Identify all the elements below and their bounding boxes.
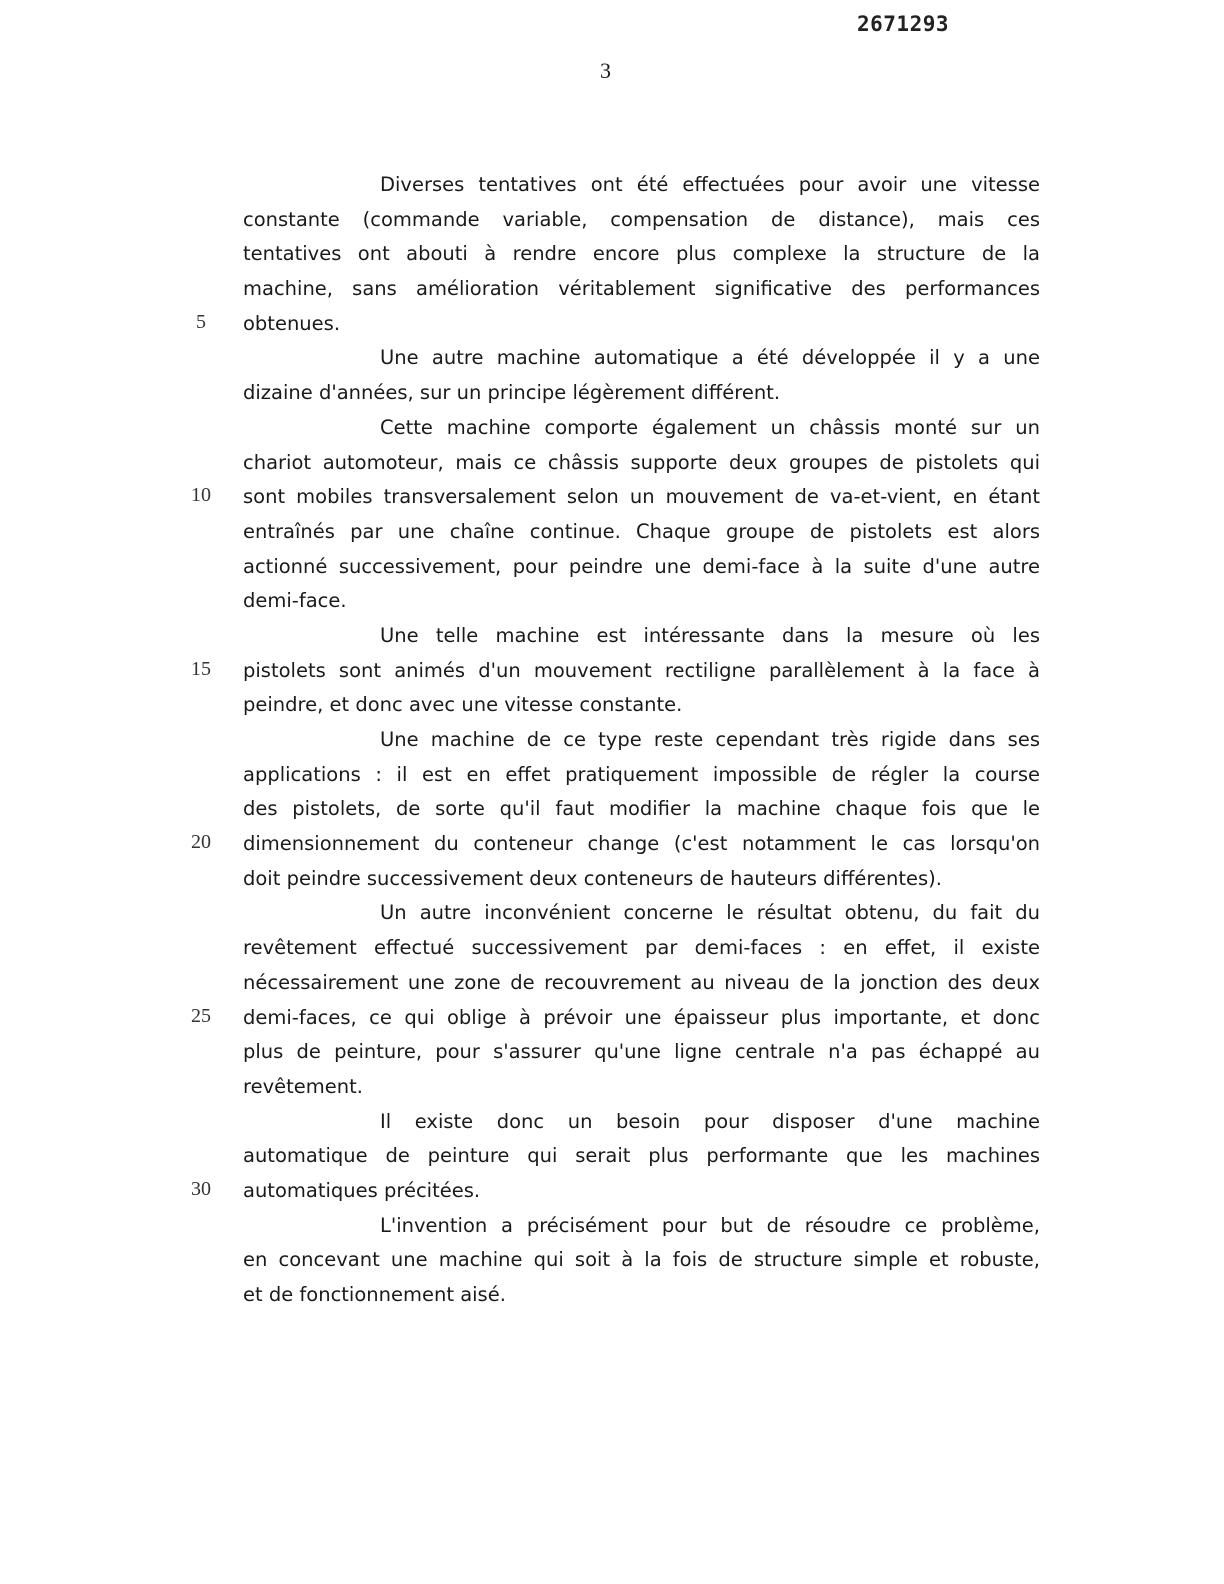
text-line-row	[0, 621, 1224, 656]
paragraph-line: Un autre inconvénient concerne le résultat obtenu, du fait du	[380, 901, 1040, 925]
line-number: 5	[196, 310, 206, 333]
paragraph-line: demi-faces, ce qui oblige à prévoir une épaisseur plus importante, et donc	[243, 1005, 1040, 1029]
text-line-row	[0, 968, 1224, 1003]
text-line-row	[0, 1107, 1224, 1142]
paragraph-line: chariot automoteur, mais ce châssis supporte deux groupes de pistolets qui	[243, 450, 1040, 474]
page-number: 3	[600, 58, 611, 83]
paragraph-line: Diverses tentatives ont été effectuées pour avoir une vitesse	[380, 173, 1040, 196]
text-line-row	[0, 898, 1224, 933]
paragraph-line: actionné successivement, pour peindre une demi-face à la suite d'une autre	[243, 554, 1040, 578]
paragraph-line: Une machine de ce type reste cependant très rigide dans ses	[380, 728, 1040, 751]
paragraph-line: pistolets sont animés d'un mouvement rectiligne parallèlement à la face à	[243, 658, 1040, 682]
text-line-row	[0, 586, 1224, 621]
paragraph-line: Cette machine comporte également un châssis monté sur un	[380, 415, 1040, 439]
text-line-row	[0, 1176, 1224, 1211]
text-line-row	[0, 1211, 1224, 1246]
document-number: 2671293	[857, 12, 950, 36]
text-line-row	[0, 760, 1224, 795]
text-line-row	[0, 205, 1224, 240]
text-line-row	[0, 933, 1224, 968]
text-line-row	[0, 829, 1224, 864]
line-number: 25	[191, 1004, 211, 1027]
paragraph-line: constante (commande variable, compensation de distance), mais ces	[243, 207, 1040, 231]
paragraph-line: Une telle machine est intéressante dans la mesure où les	[380, 623, 1040, 647]
paragraph-line: L'invention a précisément pour but de résoudre ce problème,	[380, 1213, 1040, 1237]
text-line-row	[0, 1280, 1224, 1315]
line-number: 20	[191, 831, 211, 854]
text-line-row	[0, 1072, 1224, 1107]
paragraph-line: plus de peinture, pour s'assurer qu'une ligne centrale n'a pas échappé au	[243, 1040, 1040, 1064]
text-line-row	[0, 1245, 1224, 1280]
paragraph-line: entraînés par une chaîne continue. Chaque groupe de pistolets est alors	[243, 519, 1040, 543]
text-line-row	[0, 1037, 1224, 1072]
line-number: 15	[191, 657, 211, 680]
line-number: 10	[191, 484, 211, 507]
paragraph-line: des pistolets, de sorte qu'il faut modifier la machine chaque fois que le	[243, 797, 1040, 821]
text-line-row	[0, 1141, 1224, 1176]
paragraph-line: obtenues.	[243, 311, 341, 335]
text-line-row	[0, 239, 1224, 274]
text-line-row	[0, 656, 1224, 691]
paragraph-line: Une autre machine automatique a été développée il y a une	[380, 346, 1040, 370]
text-line-row	[0, 690, 1224, 725]
document-body	[0, 170, 1224, 1315]
paragraph-line: automatiques précitées.	[243, 1178, 481, 1202]
paragraph-line: applications : il est en effet pratiquement impossible de régler la course	[243, 762, 1040, 786]
text-line-row	[0, 309, 1224, 344]
text-line-row	[0, 794, 1224, 829]
paragraph-line: revêtement effectué successivement par demi-faces : en effet, il existe	[243, 936, 1040, 960]
text-line-row	[0, 1003, 1224, 1038]
text-line-row	[0, 274, 1224, 309]
text-line-row	[0, 517, 1224, 552]
paragraph-line: doit peindre successivement deux conteneurs de hauteurs différentes).	[243, 866, 942, 890]
paragraph-line: machine, sans amélioration véritablement significative des performances	[243, 277, 1040, 301]
paragraph-line: revêtement.	[243, 1074, 363, 1098]
text-line-row	[0, 170, 1224, 205]
paragraph-line: et de fonctionnement aisé.	[243, 1283, 506, 1306]
text-line-row	[0, 343, 1224, 378]
paragraph-line: peindre, et donc avec une vitesse constante.	[243, 693, 683, 717]
text-line-row	[0, 864, 1224, 899]
paragraph-line: automatique de peinture qui serait plus performante que les machines	[243, 1144, 1040, 1168]
text-line-row	[0, 725, 1224, 760]
text-line-row	[0, 482, 1224, 517]
paragraph-line: nécessairement une zone de recouvrement au niveau de la jonction des deux	[243, 970, 1040, 994]
text-line-row	[0, 378, 1224, 413]
line-number: 30	[191, 1177, 211, 1200]
paragraph-line: dizaine d'années, sur un principe légèrement différent.	[243, 381, 781, 405]
paragraph-line: en concevant une machine qui soit à la fois de structure simple et robuste,	[243, 1248, 1040, 1272]
paragraph-line: sont mobiles transversalement selon un mouvement de va-et-vient, en étant	[243, 485, 1040, 509]
paragraph-line: tentatives ont abouti à rendre encore plus complexe la structure de la	[243, 242, 1040, 266]
paragraph-line: Il existe donc un besoin pour disposer d'une machine	[380, 1109, 1040, 1133]
text-line-row	[0, 552, 1224, 587]
text-line-row	[0, 413, 1224, 448]
text-line-row	[0, 448, 1224, 483]
paragraph-line: demi-face.	[243, 589, 347, 613]
paragraph-line: dimensionnement du conteneur change (c'est notamment le cas lorsqu'on	[243, 832, 1040, 856]
